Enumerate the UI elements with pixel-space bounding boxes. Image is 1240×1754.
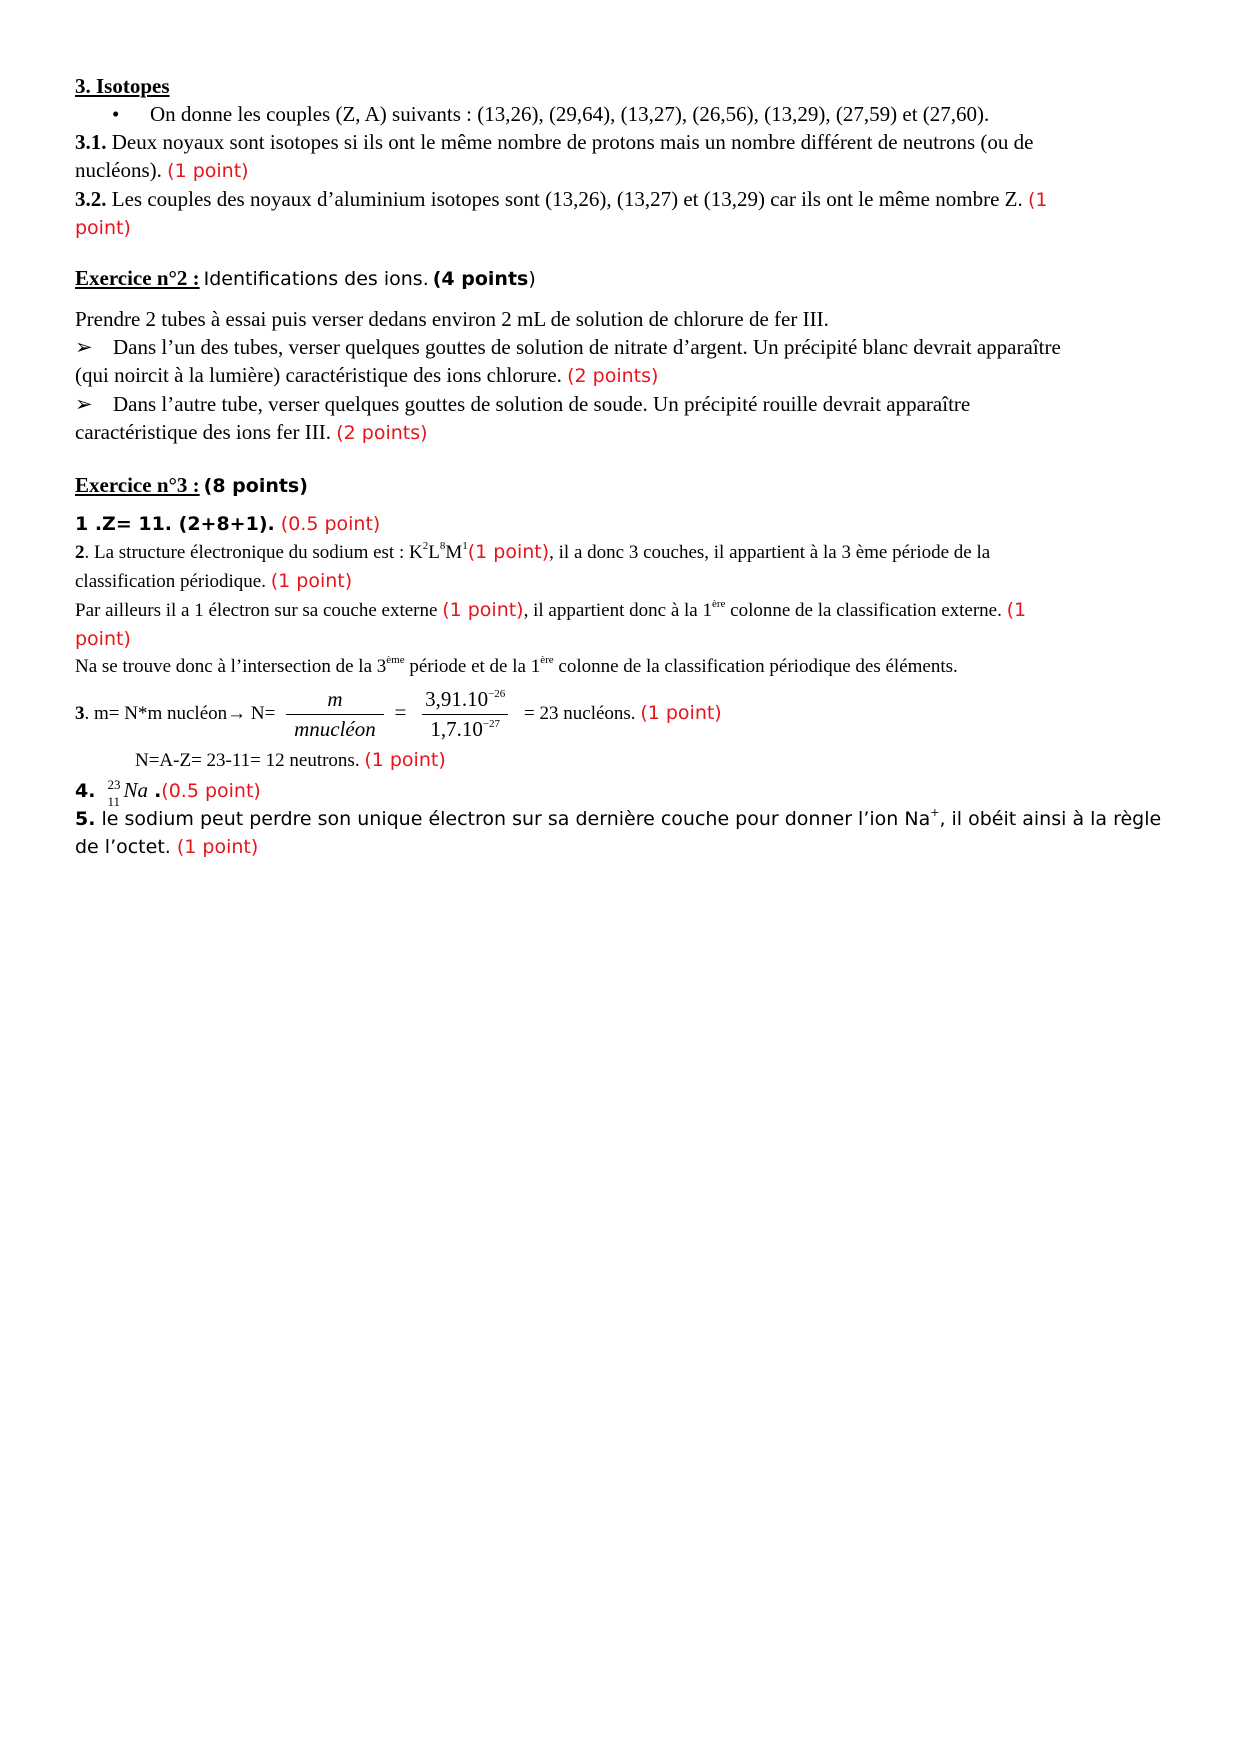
bullet-icon: • (112, 102, 120, 126)
answer-4: 4. 23 11 Na .(0.5 point) (75, 777, 261, 809)
points-label: point) (75, 217, 131, 239)
answer-3-1: 3.1. Deux noyaux sont isotopes si ils ont le même nombre de protons mais un nombre différent de neutrons (ou de (75, 130, 1034, 154)
arrow-bullet-icon: ➢ (75, 392, 93, 416)
fraction-values: $\frac{3,91.10^{-26}}{1,7.10^{-27}}$ (417, 687, 513, 742)
answer-1: 1 .Z= 11. (2+8+1). (0.5 point) (75, 513, 381, 535)
list-item-cont: (qui noircit à la lumière) caractéristique des ions chlorure. (2 points) (75, 363, 659, 387)
fraction-mass: $\frac{m}{\text{mnucléon}}$ (286, 687, 384, 742)
answer-2-cont: Par ailleurs il a 1 électron sur sa couche externe (1 point), il appartient donc à la 1ère colonne de la classification externe. (1 (75, 598, 1027, 621)
exercise-3-heading: Exercice n°3 : (8 points) (75, 473, 308, 497)
answer-2-conclusion: Na se trouve donc à l’intersection de la 3ème période et de la 1ère colonne de la classification périodique des éléments. (75, 654, 958, 677)
nuclide-notation: 23 11 (107, 777, 121, 809)
answer-2: 2. La structure électronique du sodium est : $K^2L^8M^1(1$ point), il a donc 3 couches, il appartient à la 3 ème période de la (75, 540, 991, 563)
section-title: 3. Isotopes (75, 74, 170, 98)
answer-3-2: 3.2. Les couples des noyaux d’aluminium isotopes sont (13,26), (13,27) et (13,29) car ils ont le même nombre Z. (1 (75, 187, 1048, 211)
answer-2-cont: classification périodique. (1 point) (75, 570, 353, 592)
exercise-2-heading: Exercice n°2 : Identifications des ions. (4 points) (75, 266, 536, 290)
answer-3-formula: 3. m= N*m nucléon→ N= $\frac{m}{\text{mnucléon}}$ = $\frac{3,91.10^{-26}}{1,7.10^{-27}}$ = 23 nucléons. (1 point) (75, 687, 722, 741)
list-item: ➢ Dans l’un des tubes, verser quelques gouttes de solution de nitrate d’argent. Un précipité blanc devrait apparaître (75, 335, 1061, 359)
answer-3-1-cont: nucléons). (1 point) (75, 158, 249, 182)
list-item: ➢ Dans l’autre tube, verser quelques gouttes de solution de soude. Un précipité rouille devrait apparaître (75, 392, 971, 416)
list-item-cont: caractéristique des ions fer III. (2 points) (75, 420, 428, 444)
document-page (75, 72, 1175, 861)
arrow-bullet-icon: ➢ (75, 335, 93, 359)
points-label: point) (75, 628, 131, 650)
exercise-2-intro: Prendre 2 tubes à essai puis verser dedans environ 2 mL de solution de chlorure de fer III. (75, 307, 829, 331)
answer-5: 5. le sodium peut perdre son unique électron sur sa dernière couche pour donner l’ion Na+, il obéit ainsi à la règle (75, 806, 1162, 830)
answer-3-neutrons: N=A-Z= 23-11= 12 neutrons. (1 point) (135, 749, 446, 771)
bullet-item: • On donne les couples (Z, A) suivants : (13,26), (29,64), (13,27), (26,56), (13,29), (27,59) et (27,60). (112, 102, 990, 126)
answer-5-cont: de l’octet. (1 point) (75, 836, 259, 858)
